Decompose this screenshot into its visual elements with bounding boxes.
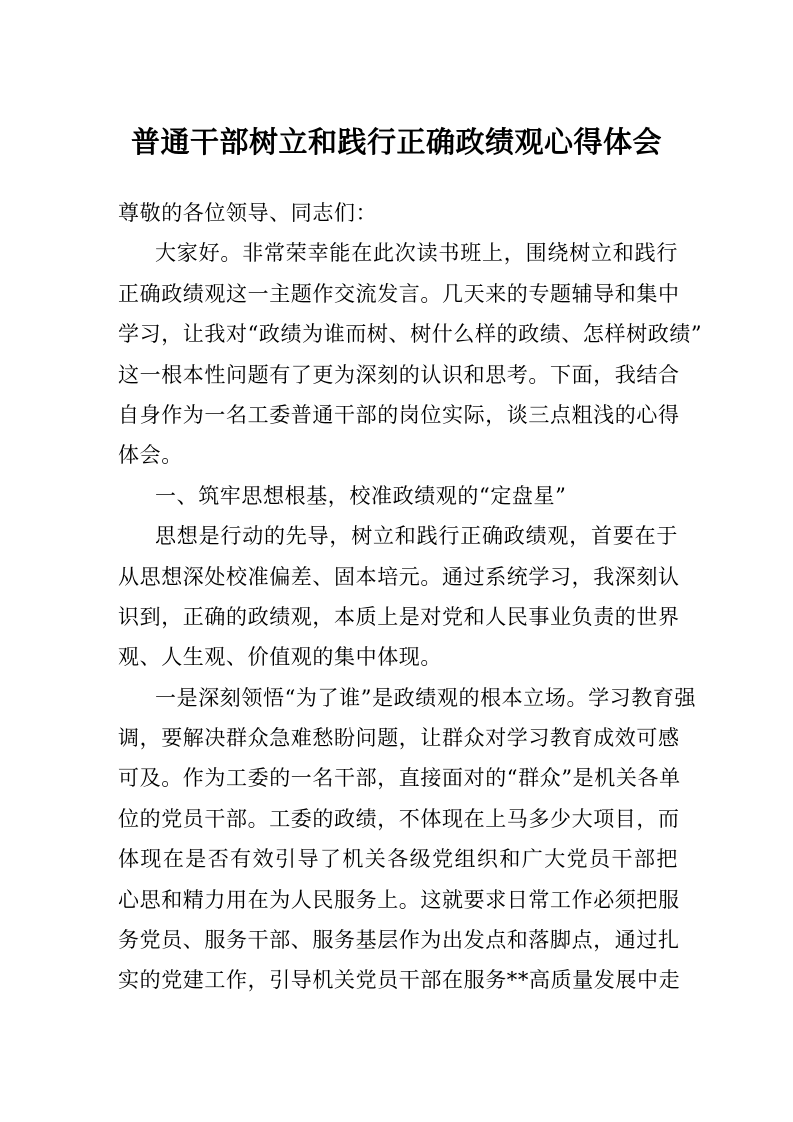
text-line: 观、人生观、价值观的集中体现。 [118,645,442,670]
document-body [118,193,703,1001]
text-line: 尊敬的各位领导、同志们： [118,201,378,225]
text-line: 自身作为一名工委普通干部的岗位实际，谈三点粗浅的心得 [118,402,680,427]
text-line: 位的党员干部。工委的政绩，不体现在上马多少大项目，而 [118,806,680,831]
text-line: 正确政绩观这一主题作交流发言。几天来的专题辅导和集中 [118,281,680,306]
text-line: 可及。作为工委的一名干部，直接面对的“群众”是机关各单 [118,766,681,791]
text-line: 大家好。非常荣幸能在此次读书班上，围绕树立和践行 [155,241,678,266]
text-line: 体会。 [118,443,183,468]
text-line: 一是深刻领悟“为了谁”是政绩观的根本立场。学习教育强 [155,685,697,710]
text-line: 识到，正确的政绩观，本质上是对党和人民事业负责的世界 [118,604,680,629]
text-line: 思想是行动的先导，树立和践行正确政绩观，首要在于 [155,524,678,549]
text-line: 体现在是否有效引导了机关各级党组织和广大党员干部把 [118,847,678,872]
text-line: 学习，让我对“政绩为谁而树、树什么样的政绩、怎样树政绩” [118,322,703,347]
text-line: 调，要解决群众急难愁盼问题，让群众对学习教育成效可感 [118,726,680,751]
text-line: 这一根本性问题有了更为深刻的认识和思考。下面，我结合 [118,362,680,387]
text-line: 从思想深处校准偏差、固本培元。通过系统学习，我深刻认 [118,564,680,589]
text-line: 心思和精力用在为人民服务上。这就要求日常工作必须把服 [118,887,680,912]
text-line: 一、筑牢思想根基，校准政绩观的“定盘星” [155,483,567,508]
document-title: 普通干部树立和践行正确政绩观心得体会 [130,125,662,159]
text-line: 实的党建工作，引导机关党员干部在服务**高质量发展中走 [118,968,681,993]
text-line: 务党员、服务干部、服务基层作为出发点和落脚点，通过扎 [118,928,680,953]
